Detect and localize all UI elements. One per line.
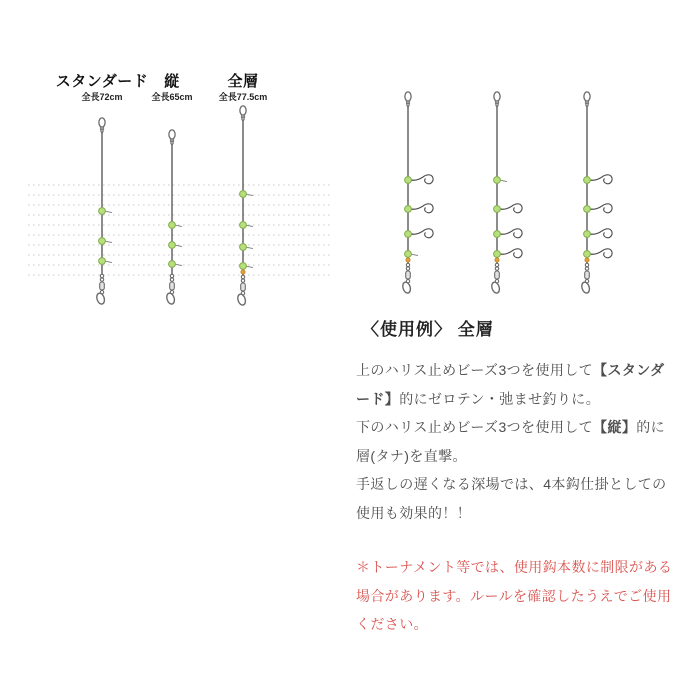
text-line bbox=[356, 413, 690, 442]
text: 的に bbox=[636, 419, 666, 435]
rig-label-standard bbox=[56, 73, 148, 103]
text-line bbox=[356, 582, 690, 611]
harisu-stopper-bead bbox=[405, 206, 412, 213]
harisu-stopper-bead bbox=[494, 231, 501, 238]
text: ＊トーナメント等では、使用鈎本数に制限がある bbox=[356, 559, 673, 575]
barrel-swivel-icon bbox=[495, 271, 500, 279]
hook-icon bbox=[411, 175, 433, 184]
usage-section bbox=[356, 318, 690, 639]
hook-icon bbox=[590, 229, 612, 238]
harisu-stopper-bead bbox=[169, 261, 176, 268]
barrel-swivel-icon bbox=[585, 271, 590, 279]
swivel-ring-icon bbox=[170, 274, 173, 277]
usage-heading: 〈使用例〉 全層 bbox=[362, 320, 494, 339]
harisu-stopper-bead bbox=[240, 222, 247, 229]
harisu-stopper-bead bbox=[169, 222, 176, 229]
text-line bbox=[356, 356, 690, 385]
orange-bead bbox=[495, 258, 499, 262]
barrel-swivel-icon bbox=[241, 283, 246, 291]
harisu-stopper-bead bbox=[240, 263, 247, 270]
swivel-ring-icon bbox=[100, 278, 103, 281]
orange-bead bbox=[585, 258, 589, 262]
text-line bbox=[356, 553, 690, 582]
rig bbox=[490, 92, 522, 294]
text: 層(タナ)を直撃。 bbox=[356, 447, 467, 464]
rig-name: スタンダード bbox=[55, 73, 149, 90]
harisu-stopper-bead bbox=[99, 238, 106, 245]
harisu-stopper-bead bbox=[240, 191, 247, 198]
harisu-stopper-bead bbox=[99, 258, 106, 265]
rig bbox=[165, 130, 181, 305]
top-snap-icon bbox=[240, 106, 246, 115]
swivel-ring-icon bbox=[585, 263, 588, 266]
hook-icon bbox=[590, 204, 612, 213]
harisu-stopper-bead bbox=[584, 206, 591, 213]
text-line bbox=[356, 470, 690, 499]
barrel-swivel-icon bbox=[100, 282, 105, 290]
top-snap-icon bbox=[584, 92, 590, 101]
text: 使用も効果的！！ bbox=[356, 504, 472, 521]
bottom-snap-icon bbox=[165, 292, 175, 305]
swivel-ring-icon bbox=[406, 263, 409, 266]
text-line bbox=[356, 442, 690, 471]
hook-icon bbox=[590, 249, 612, 258]
harisu-stopper-bead bbox=[584, 231, 591, 238]
harisu-stopper-bead bbox=[240, 244, 247, 251]
top-snap-icon bbox=[494, 92, 500, 101]
top-snap-icon bbox=[99, 118, 105, 127]
text: 手返しの遅くなる深場では、4本鈎仕掛としての bbox=[356, 476, 667, 492]
rig-label-vertical bbox=[151, 73, 192, 103]
rig bbox=[580, 92, 612, 294]
bottom-snap-icon bbox=[95, 292, 105, 305]
orange-bead bbox=[406, 258, 410, 262]
text-line bbox=[356, 385, 690, 414]
text: 上のハリス止めビーズ3つを使用して bbox=[356, 362, 594, 378]
barrel-swivel-icon bbox=[170, 282, 175, 290]
harisu-stopper-bead bbox=[405, 231, 412, 238]
harisu-stopper-bead bbox=[494, 206, 501, 213]
rig bbox=[95, 118, 111, 305]
rig bbox=[401, 92, 433, 294]
text: 的にゼロテン・弛ませ釣りに。 bbox=[399, 390, 601, 407]
harisu-stopper-bead bbox=[99, 208, 106, 215]
orange-bead bbox=[241, 270, 245, 274]
barrel-swivel-icon bbox=[406, 271, 411, 279]
harisu-stopper-bead bbox=[405, 177, 412, 184]
top-snap-icon bbox=[405, 92, 411, 101]
hook-icon bbox=[500, 229, 522, 238]
harisu-stopper-bead bbox=[584, 251, 591, 258]
swivel-ring-icon bbox=[241, 279, 244, 282]
hook-icon bbox=[590, 175, 612, 184]
hook-icon bbox=[411, 229, 433, 238]
rig-length: 全長72cm bbox=[81, 92, 123, 102]
hook-icon bbox=[411, 204, 433, 213]
emphasized-text: 【縦】 bbox=[593, 419, 637, 435]
text-line bbox=[356, 499, 690, 528]
harisu-stopper-bead bbox=[494, 177, 501, 184]
bottom-snap-icon bbox=[236, 293, 246, 306]
emphasized-text: ード】 bbox=[356, 390, 400, 407]
usage-body bbox=[356, 356, 690, 639]
text-line bbox=[356, 610, 690, 639]
swivel-ring-icon bbox=[585, 267, 588, 270]
harisu-stopper-bead bbox=[169, 242, 176, 249]
bottom-snap-icon bbox=[580, 281, 590, 294]
bottom-snap-icon bbox=[490, 281, 500, 294]
text: 下のハリス止めビーズ3つを使用して bbox=[356, 419, 594, 435]
harisu-stopper-bead bbox=[494, 251, 501, 258]
harisu-stopper-bead bbox=[405, 251, 412, 258]
rig bbox=[236, 106, 252, 306]
usage-paragraphs bbox=[356, 356, 690, 527]
top-snap-icon bbox=[169, 130, 175, 139]
swivel-ring-icon bbox=[495, 263, 498, 266]
depth-gridlines bbox=[28, 185, 333, 275]
swivel-ring-icon bbox=[495, 267, 498, 270]
rig-length: 全長65cm bbox=[151, 92, 193, 102]
bottom-snap-icon bbox=[401, 281, 411, 294]
text: 場合があります。ルールを確認したうえでご使用 bbox=[356, 587, 672, 604]
rig-name: 全層 bbox=[227, 73, 259, 90]
harisu-stopper-bead bbox=[584, 177, 591, 184]
swivel-ring-icon bbox=[170, 278, 173, 281]
swivel-ring-icon bbox=[241, 275, 244, 278]
emphasized-text: 【スタンダ bbox=[593, 362, 665, 378]
swivel-ring-icon bbox=[100, 274, 103, 277]
rig-label-zensou bbox=[219, 73, 268, 103]
swivel-ring-icon bbox=[406, 267, 409, 270]
rig-name: 縦 bbox=[164, 73, 180, 90]
hook-icon bbox=[500, 249, 522, 258]
text: ください。 bbox=[356, 616, 428, 632]
hook-icon bbox=[500, 204, 522, 213]
tournament-note bbox=[356, 553, 690, 639]
rig-length: 全長77.5cm bbox=[218, 92, 268, 102]
